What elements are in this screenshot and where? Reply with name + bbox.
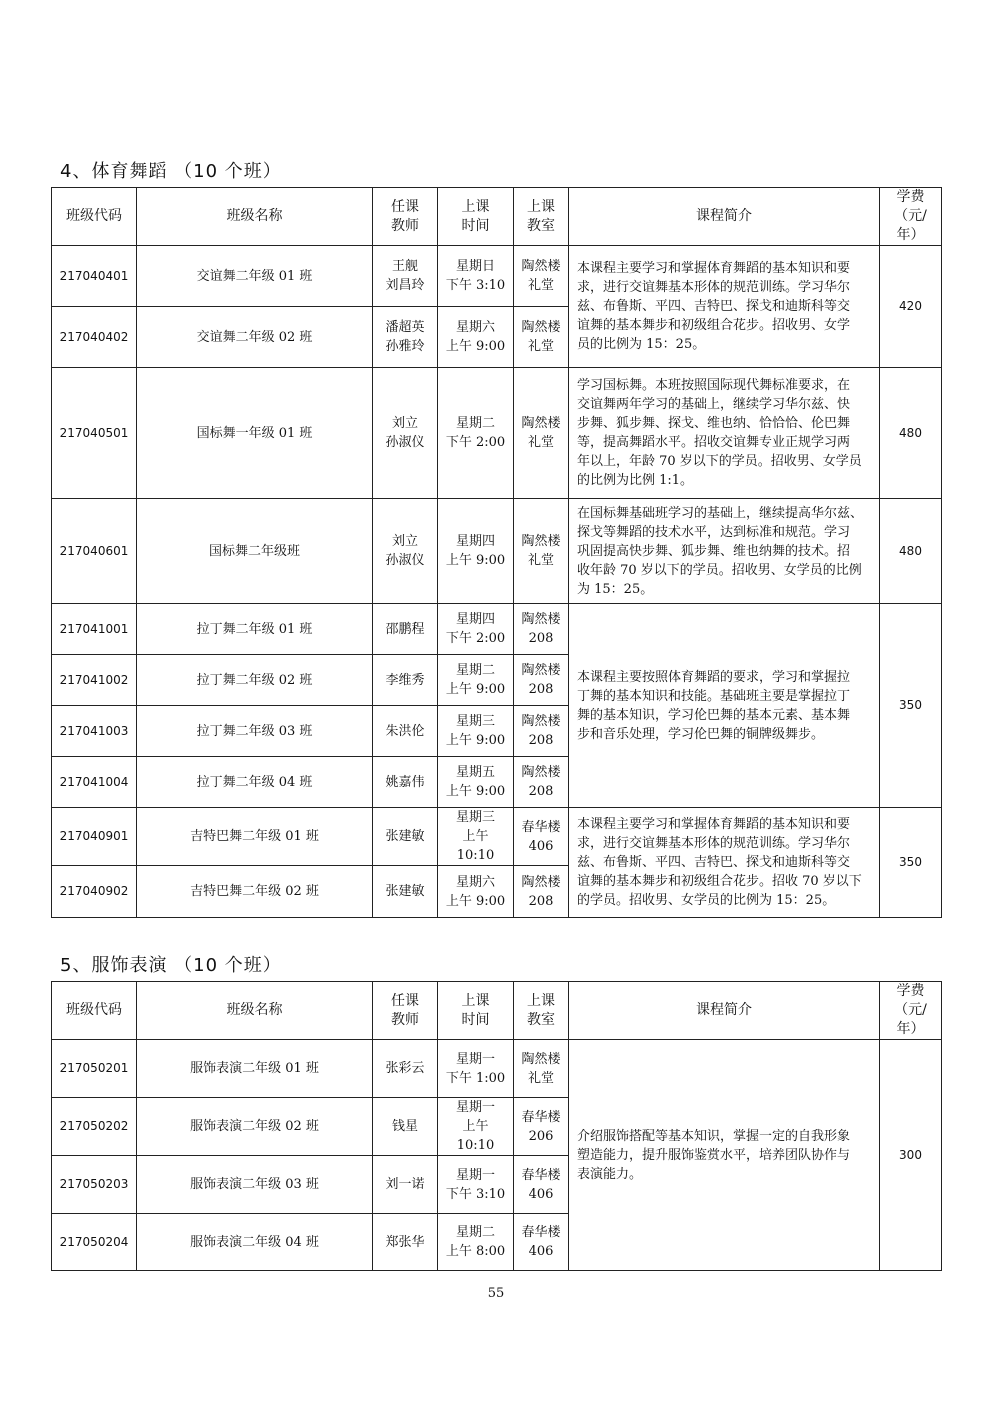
time-cell: 星期日 下午 3:10 xyxy=(438,246,514,307)
class-name: 服饰表演二年级 02 班 xyxy=(137,1098,373,1156)
class-code: 217050202 xyxy=(52,1098,137,1156)
section-title-dance: 4、体育舞蹈 （10 个班） xyxy=(60,161,282,182)
teacher-cell: 刘一诺 xyxy=(373,1156,438,1214)
class-code: 217050201 xyxy=(52,1040,137,1098)
time-cell: 星期三 上午 9:00 xyxy=(438,706,514,757)
tuition-fee: 300 xyxy=(880,1040,942,1271)
class-code: 217041003 xyxy=(52,706,137,757)
teacher-cell: 郑张华 xyxy=(373,1214,438,1271)
fashion-course-table xyxy=(51,981,942,1271)
teacher-cell: 姚嘉伟 xyxy=(373,757,438,808)
time-cell: 星期四 下午 2:00 xyxy=(438,604,514,655)
class-code: 217041001 xyxy=(52,604,137,655)
class-name: 交谊舞二年级 01 班 xyxy=(137,246,373,307)
class-name: 服饰表演二年级 01 班 xyxy=(137,1040,373,1098)
class-code: 217050203 xyxy=(52,1156,137,1214)
class-code: 217040601 xyxy=(52,499,137,604)
class-name: 拉丁舞二年级 01 班 xyxy=(137,604,373,655)
class-code: 217040501 xyxy=(52,368,137,499)
header-code: 班级代码 xyxy=(52,982,137,1040)
room-cell: 春华楼 206 xyxy=(514,1098,569,1156)
course-description: 本课程主要学习和掌握体育舞蹈的基本知识和要 求，进行交谊舞基本形体的规范训练。学习华尔 兹、布鲁斯、平四、吉特巴、探戈和迪斯科等交 谊舞的基本舞步和初级组合花步。招收 70 岁以下 的学员。招收男、女学员的比例为 15：25。 xyxy=(569,808,880,918)
table-row xyxy=(52,1040,942,1098)
header-room: 上课 教室 xyxy=(514,188,569,246)
teacher-cell: 潘超英 孙雅玲 xyxy=(373,307,438,368)
class-code: 217041002 xyxy=(52,655,137,706)
teacher-cell: 张建敏 xyxy=(373,808,438,866)
time-cell: 星期二 上午 8:00 xyxy=(438,1214,514,1271)
class-name: 拉丁舞二年级 02 班 xyxy=(137,655,373,706)
time-cell: 星期二 上午 9:00 xyxy=(438,655,514,706)
class-name: 服饰表演二年级 04 班 xyxy=(137,1214,373,1271)
class-code: 217040401 xyxy=(52,246,137,307)
tuition-fee: 350 xyxy=(880,604,942,808)
course-description: 学习国标舞。本班按照国际现代舞标准要求，在 交谊舞两年学习的基础上，继续学习华尔兹、快 步舞、狐步舞、探戈、维也纳、恰恰恰、伦巴舞 等，提高舞蹈水平。招收交谊舞专业正规学习两 年以上，年龄 70 岁以下的学员。招收男、女学员 的比例为比例 1:1。 xyxy=(569,368,880,499)
header-room: 上课 教室 xyxy=(514,982,569,1040)
time-cell: 星期三 上午 10:10 xyxy=(438,808,514,866)
class-code: 217041004 xyxy=(52,757,137,808)
header-desc: 课程简介 xyxy=(569,188,880,246)
room-cell: 春华楼 406 xyxy=(514,808,569,866)
course-description: 本课程主要按照体育舞蹈的要求，学习和掌握拉 丁舞的基本知识和技能。基础班主要是掌握拉丁 舞的基本知识，学习伦巴舞的基本元素、基本舞 步和音乐处理，学习伦巴舞的铜牌级舞步。 xyxy=(569,604,880,808)
dance-course-table xyxy=(51,187,942,918)
table-row xyxy=(52,368,942,499)
teacher-cell: 刘立 孙淑仪 xyxy=(373,368,438,499)
time-cell: 星期四 上午 9:00 xyxy=(438,499,514,604)
room-cell: 陶然楼 208 xyxy=(514,706,569,757)
time-cell: 星期六 上午 9:00 xyxy=(438,307,514,368)
teacher-cell: 张彩云 xyxy=(373,1040,438,1098)
course-description: 介绍服饰搭配等基本知识，掌握一定的自我形象 塑造能力，提升服饰鉴赏水平，培养团队协作与 表演能力。 xyxy=(569,1040,880,1271)
room-cell: 陶然楼 礼堂 xyxy=(514,499,569,604)
room-cell: 陶然楼 礼堂 xyxy=(514,1040,569,1098)
table-row xyxy=(52,499,942,604)
time-cell: 星期一 上午 10:10 xyxy=(438,1098,514,1156)
class-name: 国标舞一年级 01 班 xyxy=(137,368,373,499)
course-description: 本课程主要学习和掌握体育舞蹈的基本知识和要 求，进行交谊舞基本形体的规范训练。学习华尔 兹、布鲁斯、平四、吉特巴、探戈和迪斯科等交 谊舞的基本舞步和初级组合花步。招收男、女学 员的比例为 15：25。 xyxy=(569,246,880,368)
class-name: 拉丁舞二年级 04 班 xyxy=(137,757,373,808)
teacher-cell: 朱洪伦 xyxy=(373,706,438,757)
time-cell: 星期一 下午 3:10 xyxy=(438,1156,514,1214)
header-name: 班级名称 xyxy=(137,982,373,1040)
teacher-cell: 刘立 孙淑仪 xyxy=(373,499,438,604)
header-name: 班级名称 xyxy=(137,188,373,246)
table-row xyxy=(52,604,942,655)
tuition-fee: 480 xyxy=(880,368,942,499)
header-row xyxy=(52,188,942,246)
room-cell: 陶然楼 208 xyxy=(514,757,569,808)
class-name: 吉特巴舞二年级 02 班 xyxy=(137,866,373,918)
class-name: 吉特巴舞二年级 01 班 xyxy=(137,808,373,866)
room-cell: 陶然楼 礼堂 xyxy=(514,368,569,499)
header-row xyxy=(52,982,942,1040)
class-name: 交谊舞二年级 02 班 xyxy=(137,307,373,368)
time-cell: 星期一 下午 1:00 xyxy=(438,1040,514,1098)
tuition-fee: 480 xyxy=(880,499,942,604)
teacher-cell: 邵鹏程 xyxy=(373,604,438,655)
room-cell: 陶然楼 礼堂 xyxy=(514,307,569,368)
section-title-fashion: 5、服饰表演 （10 个班） xyxy=(60,955,282,976)
table-row xyxy=(52,808,942,866)
header-teacher: 任课 教师 xyxy=(373,188,438,246)
header-desc: 课程简介 xyxy=(569,982,880,1040)
room-cell: 陶然楼 208 xyxy=(514,604,569,655)
tuition-fee: 420 xyxy=(880,246,942,368)
header-teacher: 任课 教师 xyxy=(373,982,438,1040)
header-fee: 学费 （元/年） xyxy=(880,982,942,1040)
room-cell: 春华楼 406 xyxy=(514,1156,569,1214)
class-code: 217040901 xyxy=(52,808,137,866)
class-name: 国标舞二年级班 xyxy=(137,499,373,604)
class-code: 217040902 xyxy=(52,866,137,918)
header-time: 上课 时间 xyxy=(438,982,514,1040)
class-name: 拉丁舞二年级 03 班 xyxy=(137,706,373,757)
teacher-cell: 王舰 刘昌玲 xyxy=(373,246,438,307)
course-description: 在国标舞基础班学习的基础上，继续提高华尔兹、 探戈等舞蹈的技术水平，达到标准和规范。学习 巩固提高快步舞、狐步舞、维也纳舞的技术。招 收年龄 70 岁以下的学员。招收男、女学员的比例 为 15：25。 xyxy=(569,499,880,604)
header-code: 班级代码 xyxy=(52,188,137,246)
time-cell: 星期六 上午 9:00 xyxy=(438,866,514,918)
table-row xyxy=(52,246,942,307)
class-name: 服饰表演二年级 03 班 xyxy=(137,1156,373,1214)
room-cell: 陶然楼 208 xyxy=(514,866,569,918)
header-fee: 学费 （元/年） xyxy=(880,188,942,246)
room-cell: 陶然楼 礼堂 xyxy=(514,246,569,307)
teacher-cell: 钱星 xyxy=(373,1098,438,1156)
class-code: 217040402 xyxy=(52,307,137,368)
page-number: 55 xyxy=(487,1286,505,1301)
time-cell: 星期五 上午 9:00 xyxy=(438,757,514,808)
time-cell: 星期二 下午 2:00 xyxy=(438,368,514,499)
room-cell: 春华楼 406 xyxy=(514,1214,569,1271)
teacher-cell: 李维秀 xyxy=(373,655,438,706)
room-cell: 陶然楼 208 xyxy=(514,655,569,706)
tuition-fee: 350 xyxy=(880,808,942,918)
class-code: 217050204 xyxy=(52,1214,137,1271)
teacher-cell: 张建敏 xyxy=(373,866,438,918)
header-time: 上课 时间 xyxy=(438,188,514,246)
